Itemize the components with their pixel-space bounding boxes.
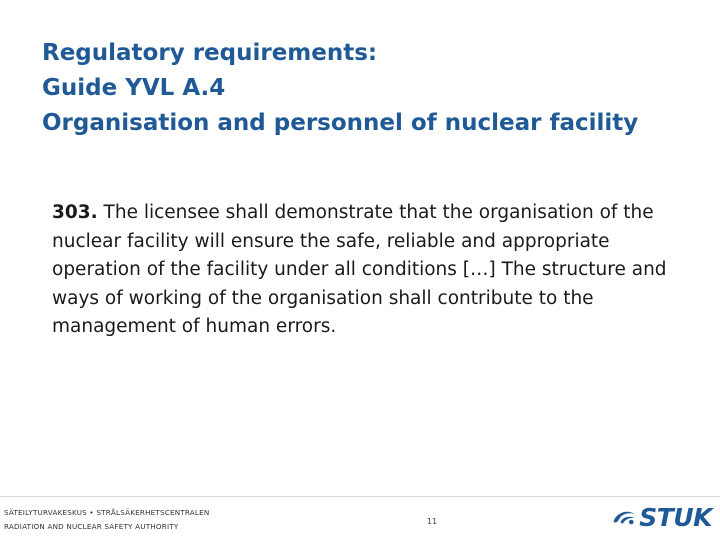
requirement-paragraph — [52, 199, 677, 342]
title-line-1: Regulatory requirements: — [42, 40, 378, 66]
footer-org-line-2: RADIATION AND NUCLEAR SAFETY AUTHORITY — [4, 522, 179, 531]
requirement-number: 303. — [52, 202, 98, 223]
stuk-logo — [612, 500, 712, 534]
footer-org-line-1: SÄTEILYTURVAKESKUS • STRÅLSÄKERHETSCENTRALEN — [4, 508, 210, 517]
stuk-swoosh-icon — [612, 504, 636, 530]
page-number: 11 — [426, 517, 438, 526]
footer-organisation — [4, 506, 209, 534]
stuk-logo-text: STUK — [639, 502, 712, 532]
title-line-2: Guide YVL A.4 — [42, 75, 226, 101]
footer-divider — [0, 496, 720, 497]
slide-title — [42, 36, 702, 141]
requirement-text: The licensee shall demonstrate that the organisation of the nuclear facility will ensure the safe, reliable and appropriate operation of the facility under all conditions […] The structure and ways of working of the organisation shall contribute to the management of human errors. — [52, 202, 667, 337]
title-line-3: Organisation and personnel of nuclear facility — [42, 110, 639, 136]
